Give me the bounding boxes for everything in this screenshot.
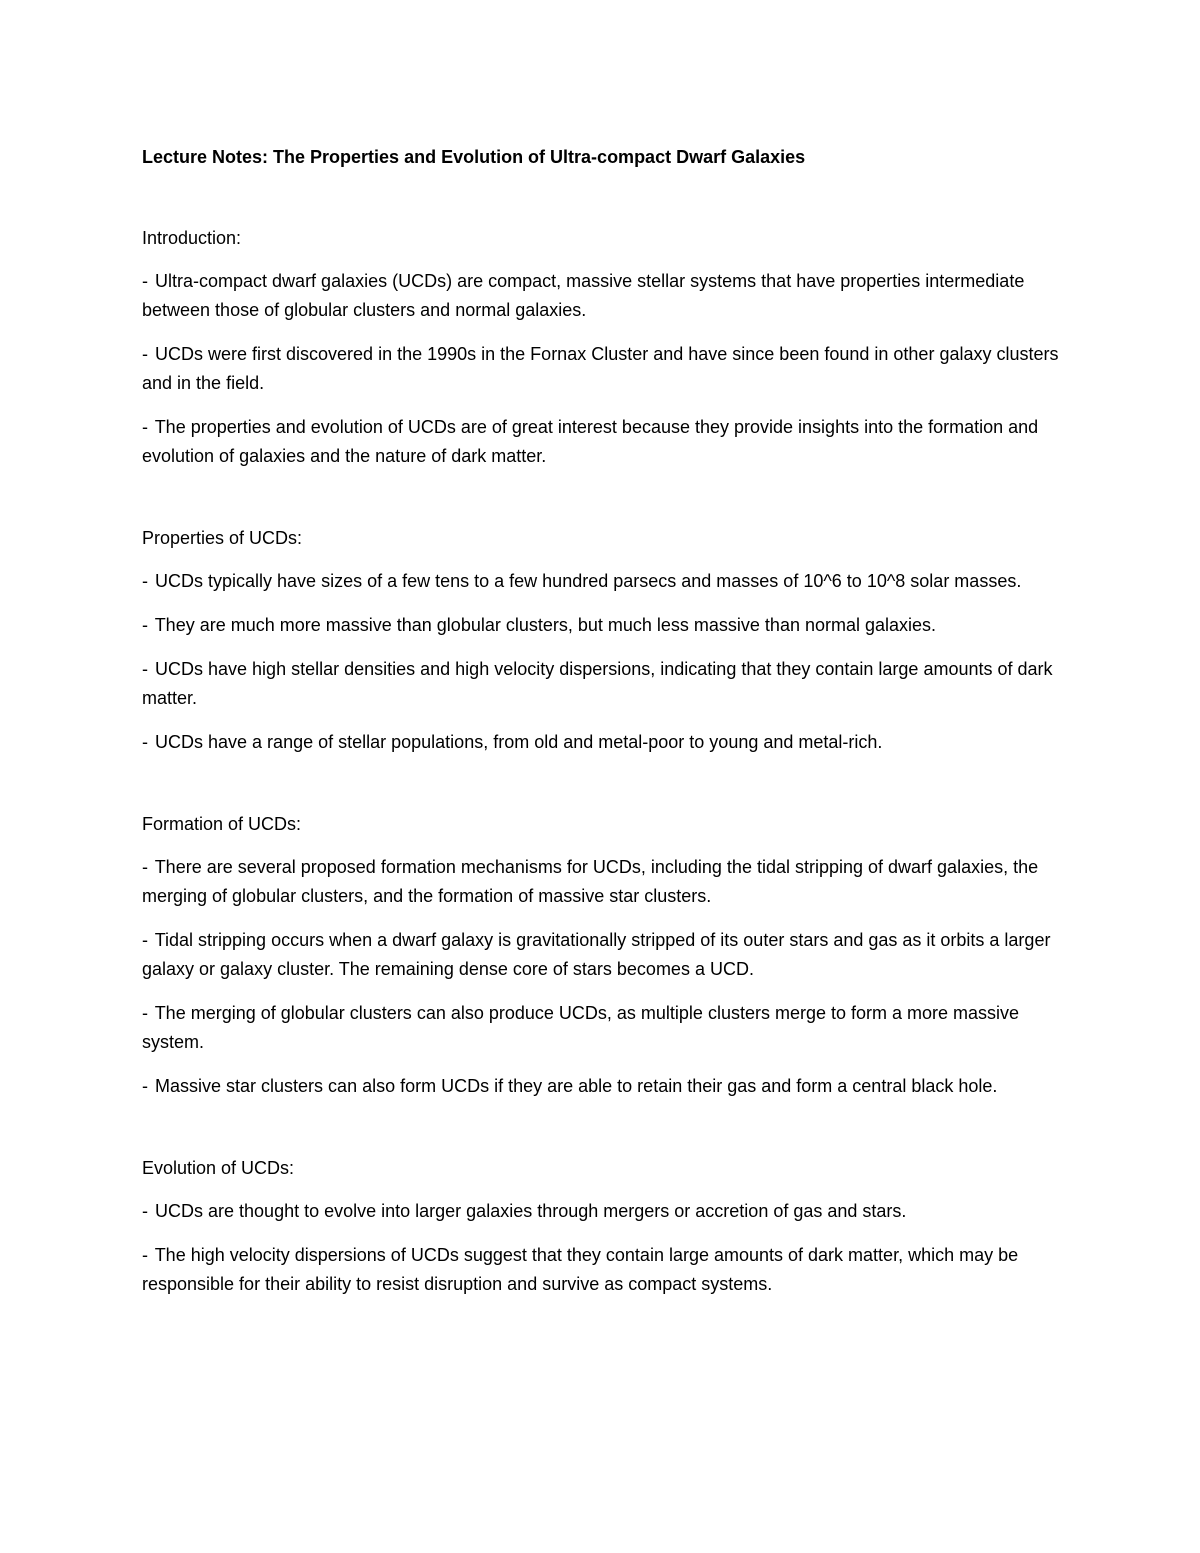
list-item — [142, 1197, 1067, 1226]
list-item — [142, 1241, 1067, 1299]
bullet-marker: - — [142, 659, 148, 679]
section-properties — [142, 524, 1067, 757]
section-heading: Formation of UCDs: — [142, 814, 302, 834]
list-item — [142, 340, 1067, 398]
bullet-marker: - — [142, 930, 148, 950]
bullet-marker: - — [142, 344, 148, 364]
document-title: Lecture Notes: The Properties and Evolution of Ultra-compact Dwarf Galaxies — [142, 147, 806, 167]
bullet-marker: - — [142, 1201, 148, 1221]
bullet-text: Tidal stripping occurs when a dwarf galaxy is gravitationally stripped of its outer stars and gas as it orbits a larger galaxy or galaxy cluster. The remaining dense core of stars becomes a UCD. — [142, 930, 1051, 979]
bullet-text: UCDs have a range of stellar populations, from old and metal-poor to young and metal-rich. — [155, 732, 883, 752]
bullet-text: UCDs have high stellar densities and high velocity dispersions, indicating that they contain large amounts of dark matter. — [142, 659, 1053, 708]
bullet-text: They are much more massive than globular clusters, but much less massive than normal galaxies. — [154, 615, 937, 635]
bullet-marker: - — [142, 857, 148, 877]
bullet-marker: - — [142, 417, 148, 437]
section-heading: Introduction: — [142, 228, 242, 248]
list-item — [142, 926, 1067, 984]
list-item — [142, 267, 1067, 325]
bullet-marker: - — [142, 1245, 148, 1265]
bullet-list — [142, 567, 1067, 757]
document-body — [142, 143, 1067, 1299]
bullet-marker: - — [142, 1003, 148, 1023]
bullet-text: There are several proposed formation mechanisms for UCDs, including the tidal stripping of dwarf galaxies, the merging of globular clusters, and the formation of massive star clusters. — [142, 857, 1039, 906]
bullet-marker: - — [142, 571, 148, 591]
bullet-list — [142, 267, 1067, 471]
bullet-text: Ultra-compact dwarf galaxies (UCDs) are compact, massive stellar systems that have properties intermediate between those of globular clusters and normal galaxies. — [142, 271, 1025, 320]
list-item — [142, 655, 1067, 713]
list-item — [142, 853, 1067, 911]
bullet-marker: - — [142, 615, 148, 635]
bullet-text: The merging of globular clusters can also produce UCDs, as multiple clusters merge to form a more massive system. — [142, 1003, 1020, 1052]
list-item — [142, 413, 1067, 471]
section-formation — [142, 810, 1067, 1101]
bullet-text: The properties and evolution of UCDs are of great interest because they provide insights into the formation and evolution of galaxies and the nature of dark matter. — [142, 417, 1039, 466]
bullet-text: Massive star clusters can also form UCDs if they are able to retain their gas and form a central black hole. — [155, 1076, 998, 1096]
bullet-marker: - — [142, 271, 148, 291]
list-item — [142, 567, 1067, 596]
bullet-text: UCDs were first discovered in the 1990s in the Fornax Cluster and have since been found in other galaxy clusters and in the field. — [142, 344, 1059, 393]
bullet-text: UCDs typically have sizes of a few tens to a few hundred parsecs and masses of 10^6 to 10^8 solar masses. — [155, 571, 1022, 591]
bullet-list — [142, 1197, 1067, 1299]
bullet-text: The high velocity dispersions of UCDs suggest that they contain large amounts of dark matter, which may be responsible for their ability to resist disruption and survive as compact systems. — [142, 1245, 1019, 1294]
bullet-marker: - — [142, 732, 148, 752]
list-item — [142, 999, 1067, 1057]
list-item — [142, 1072, 1067, 1101]
section-introduction — [142, 224, 1067, 471]
bullet-list — [142, 853, 1067, 1101]
section-heading: Evolution of UCDs: — [142, 1158, 295, 1178]
list-item — [142, 728, 1067, 757]
bullet-text: UCDs are thought to evolve into larger galaxies through mergers or accretion of gas and stars. — [155, 1201, 907, 1221]
section-evolution — [142, 1154, 1067, 1299]
list-item — [142, 611, 1067, 640]
section-heading: Properties of UCDs: — [142, 528, 303, 548]
bullet-marker: - — [142, 1076, 148, 1096]
